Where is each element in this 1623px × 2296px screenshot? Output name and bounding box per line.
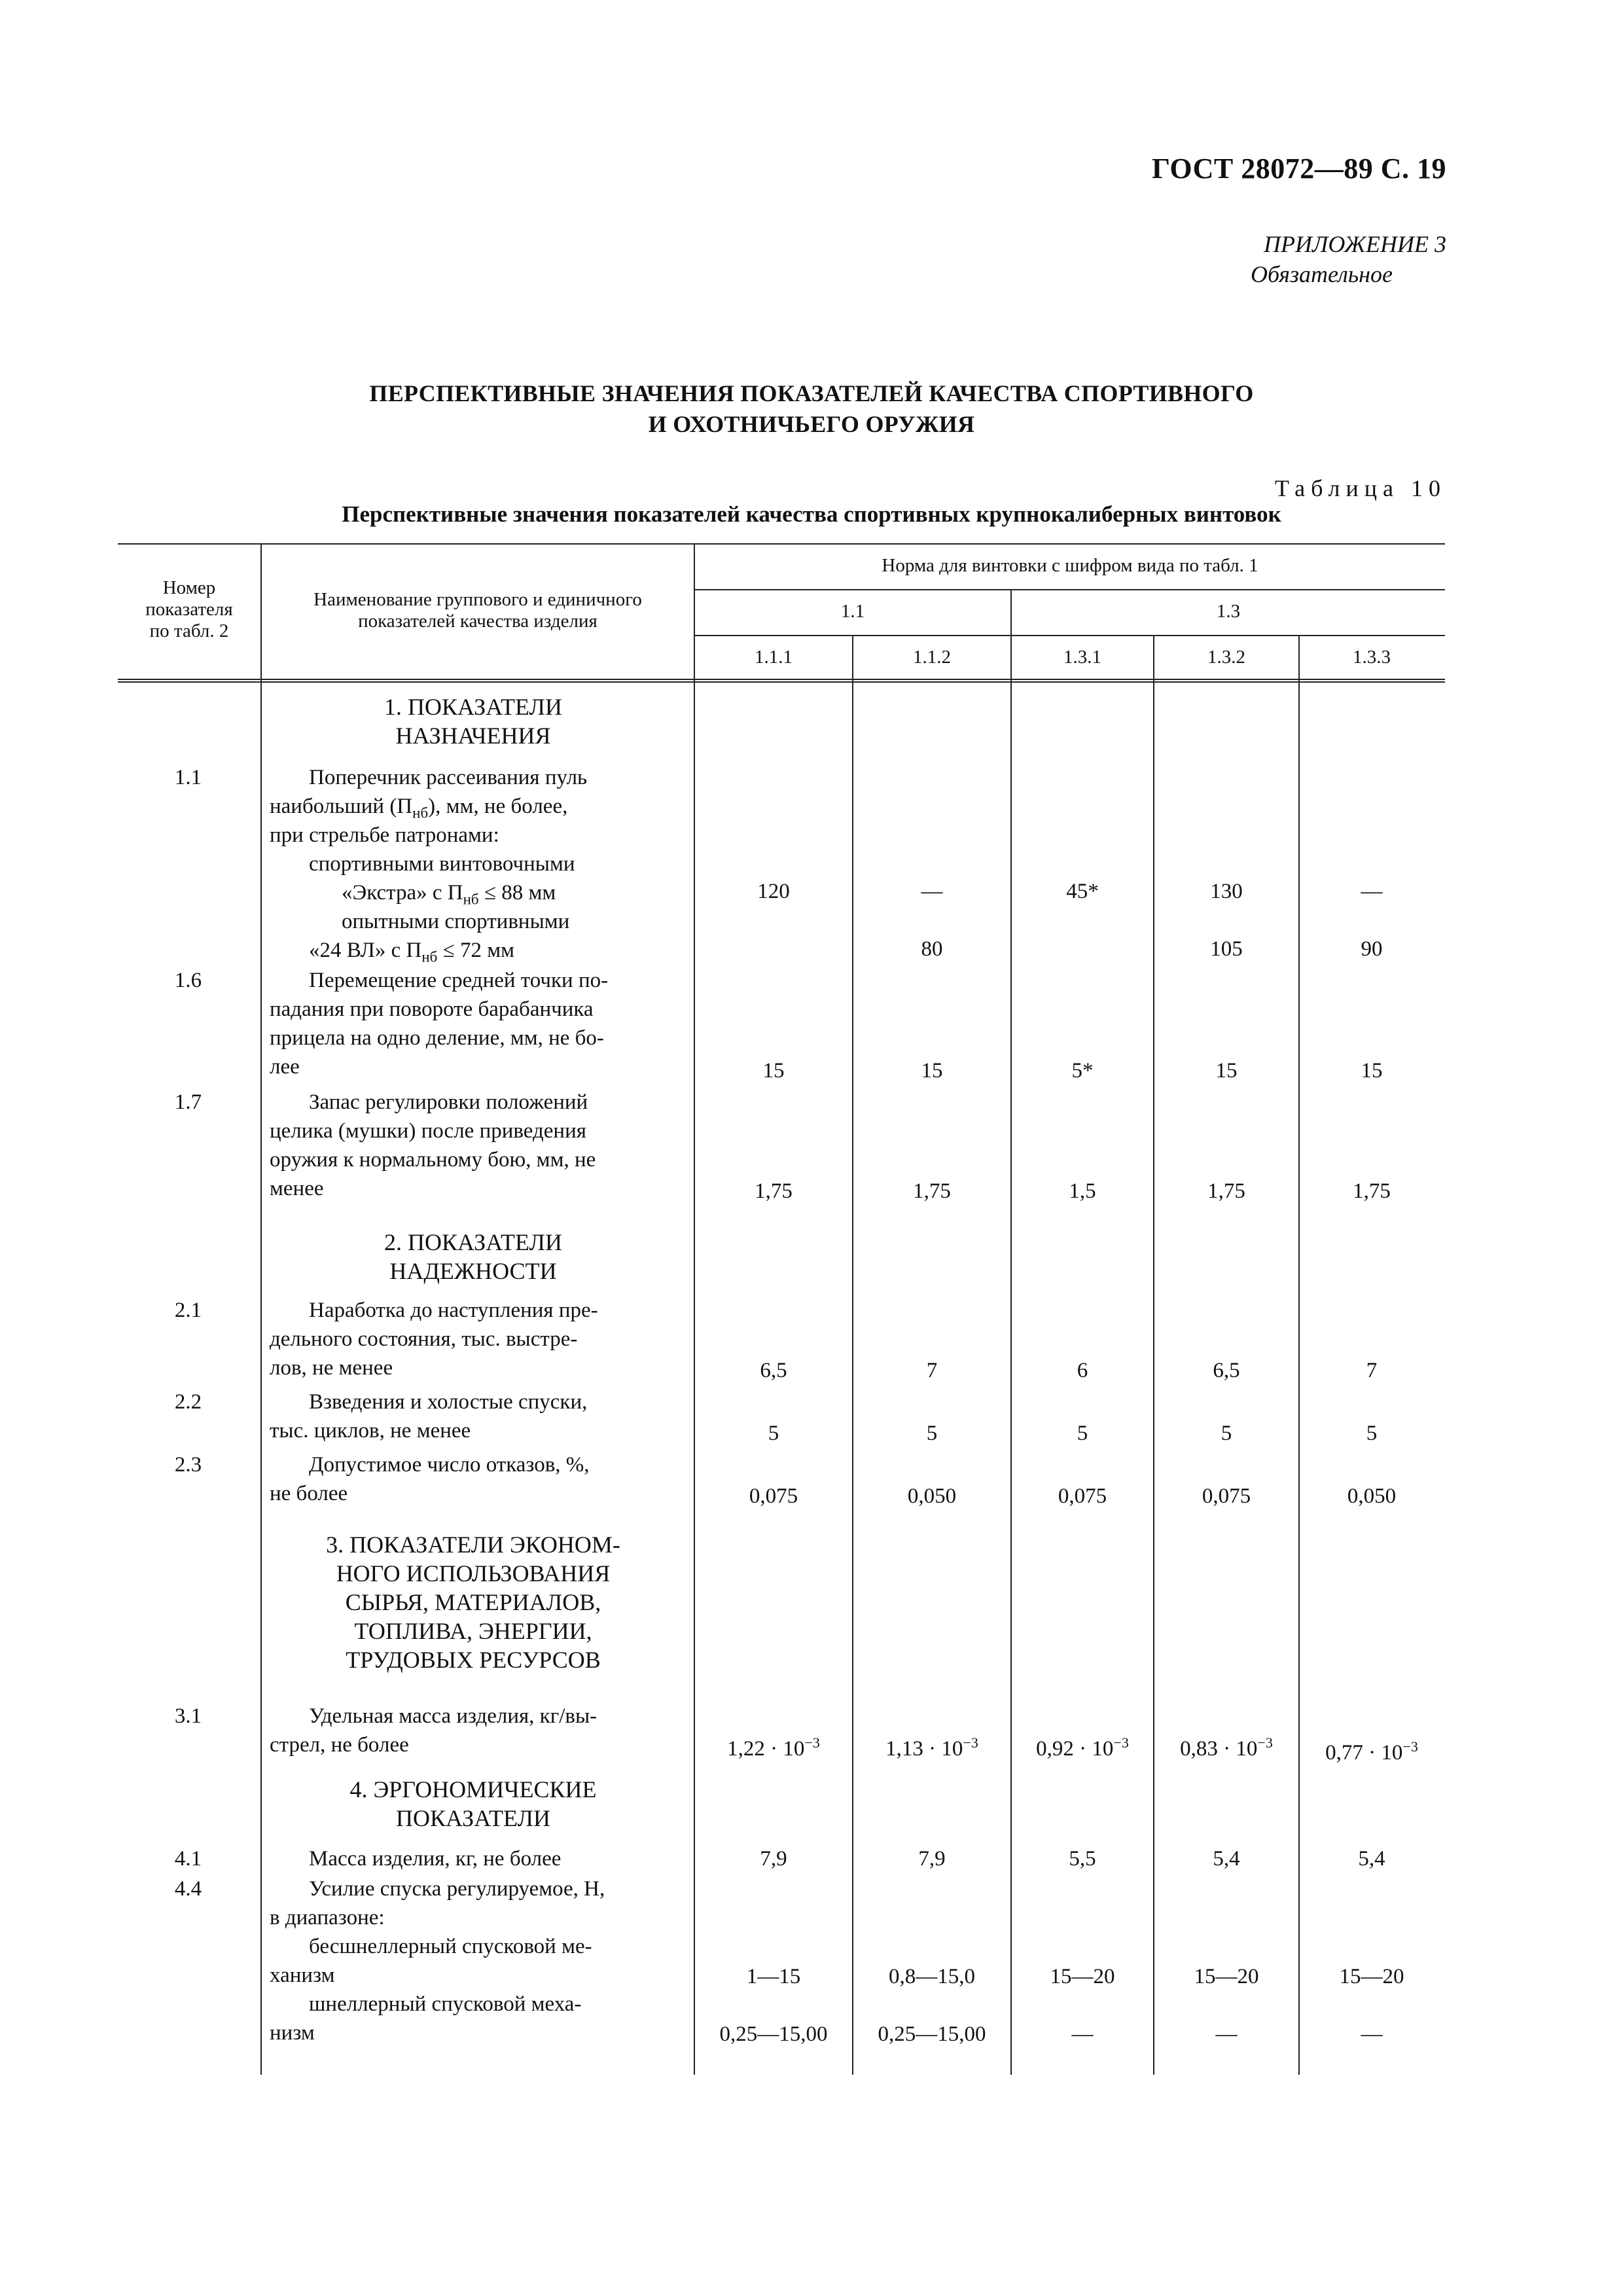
- header-code-1-3-3: 1.3.3: [1353, 647, 1391, 668]
- row-1-7-value-1-3-1: 1,5: [1069, 1179, 1096, 1203]
- row-3-1-value-1-1-2-exp: −3: [963, 1734, 978, 1751]
- row-1-1a-subscript: нб: [463, 891, 479, 908]
- row-2-3-value-1-3-1: 0,075: [1058, 1484, 1107, 1508]
- row-1-1-name-text-a: наибольший (П: [270, 795, 413, 818]
- document-title-line-2: И ОХОТНИЧЬЕГО ОРУЖИЯ: [648, 411, 975, 437]
- row-4-1-value-1-3-3: 5,4: [1358, 1847, 1385, 1871]
- row-4-4b-name-line-1: шнеллерный спусковой меха-: [309, 1992, 582, 2016]
- section-3-line-3: СЫРЬЯ, МАТЕРИАЛОВ,: [345, 1589, 601, 1615]
- row-1-1-name-line-3: при стрельбе патронами:: [270, 823, 499, 847]
- row-2-1-value-1-3-3: 7: [1366, 1359, 1378, 1382]
- header-number-column: [118, 577, 260, 642]
- header-number-line-3: по табл. 2: [149, 620, 229, 641]
- row-3-1-value-1-3-2-exp: −3: [1257, 1734, 1273, 1751]
- row-3-1-value-1-3-3-exp: −3: [1402, 1738, 1418, 1755]
- table-caption: Перспективные значения показателей качества спортивных крупнокалиберных винтовок: [342, 501, 1281, 527]
- row-1-1a-value-1-1-1: 120: [757, 880, 790, 903]
- header-code-1-1-1: 1.1.1: [755, 647, 793, 668]
- row-2-1-number: 2.1: [174, 1299, 202, 1322]
- row-3-1-value-1-1-2: [853, 1734, 1010, 1761]
- row-4-4b-name-line-2: низм: [270, 2021, 315, 2045]
- row-2-1-value-1-1-1: 6,5: [760, 1359, 787, 1382]
- header-name-line-1: Наименование группового и единичного: [313, 589, 642, 610]
- row-4-4a-value-1-3-2: 15—20: [1194, 1965, 1259, 1988]
- row-3-1-value-1-3-3-base: 0,77 · 10: [1325, 1741, 1403, 1765]
- section-3-line-4: ТОПЛИВА, ЭНЕРГИИ,: [354, 1618, 592, 1644]
- row-1-6-name-line-1: Перемещение средней точки по-: [309, 969, 609, 992]
- row-2-1-name-line-3: лов, не менее: [270, 1356, 393, 1380]
- row-1-1b-text-a: «24 ВЛ» с П: [309, 939, 422, 962]
- row-1-7-name-line-2: целика (мушки) после приведения: [270, 1119, 586, 1143]
- row-2-1-value-1-3-1: 6: [1077, 1359, 1088, 1382]
- row-4-1-number: 4.1: [174, 1847, 202, 1871]
- row-1-1a-value-1-3-1: 45*: [1066, 880, 1099, 903]
- row-1-7-value-1-1-1: 1,75: [755, 1179, 793, 1203]
- row-1-7-name-line-1: Запас регулировки положений: [309, 1090, 588, 1114]
- row-4-1-value-1-3-2: 5,4: [1213, 1847, 1240, 1871]
- row-3-1-name-line-2: стрел, не более: [270, 1733, 409, 1757]
- row-4-4a-value-1-3-1: 15—20: [1050, 1965, 1115, 1988]
- row-2-1-value-1-1-2: 7: [926, 1359, 938, 1382]
- header-rule-groups: [695, 589, 1445, 590]
- row-1-1b-text-b: ≤ 72 мм: [437, 939, 515, 962]
- row-4-4a-value-1-1-2: 0,8—15,0: [889, 1965, 975, 1988]
- row-1-6-value-1-3-2: 15: [1215, 1059, 1238, 1083]
- row-4-4a-name-line-2: ханизм: [270, 1964, 335, 1987]
- row-4-1-name-line-1: Масса изделия, кг, не более: [309, 1847, 562, 1871]
- header-rule-codes: [695, 635, 1445, 636]
- section-3-line-2: НОГО ИСПОЛЬЗОВАНИЯ: [336, 1560, 611, 1587]
- row-1-1a-value-1-1-2: —: [921, 880, 943, 903]
- row-1-6-value-1-3-1: 5*: [1071, 1059, 1094, 1083]
- row-4-4b-value-1-3-1: —: [1071, 2022, 1094, 2046]
- row-1-7-value-1-3-3: 1,75: [1353, 1179, 1391, 1203]
- section-heading-2: [270, 1228, 677, 1285]
- section-1-line-1: 1. ПОКАЗАТЕЛИ: [384, 694, 562, 720]
- row-3-1-value-1-1-2-base: 1,13 · 10: [885, 1737, 963, 1761]
- row-2-2-value-1-3-2: 5: [1221, 1422, 1232, 1445]
- row-1-1b-value-1-1-2: 80: [921, 937, 943, 961]
- row-1-6-name-line-2: падания при повороте барабанчика: [270, 997, 594, 1021]
- section-heading-1: [270, 692, 677, 750]
- appendix-number: ПРИЛОЖЕНИЕ 3: [1264, 231, 1446, 257]
- row-3-1-value-1-3-2-base: 0,83 · 10: [1180, 1737, 1258, 1761]
- row-3-1-value-1-1-1-exp: −3: [804, 1734, 820, 1751]
- row-2-2-value-1-1-2: 5: [926, 1422, 938, 1445]
- row-1-6-number: 1.6: [174, 969, 202, 992]
- row-4-4a-value-1-1-1: 1—15: [746, 1965, 801, 1988]
- row-1-1b-name-line-1: опытными спортивными: [342, 910, 570, 933]
- table-top-border: [118, 543, 1445, 545]
- section-4-line-2: ПОКАЗАТЕЛИ: [396, 1805, 550, 1831]
- section-2-line-2: НАДЕЖНОСТИ: [389, 1258, 557, 1284]
- header-group-1-1: 1.1: [840, 601, 865, 622]
- header-norm: Норма для винтовки с шифром вида по табл. 1: [882, 555, 1258, 576]
- header-group-1-3: 1.3: [1216, 601, 1241, 622]
- row-2-2-number: 2.2: [174, 1390, 202, 1414]
- column-divider-1: [260, 543, 262, 2075]
- header-number-line-1: Номер: [162, 577, 216, 598]
- row-1-1a-text-a: «Экстра» с П: [342, 881, 463, 905]
- row-1-1a-value-1-3-3: —: [1361, 880, 1383, 903]
- row-3-1-value-1-1-1-base: 1,22 · 10: [727, 1737, 805, 1761]
- table-number: Таблица 10: [1275, 475, 1446, 501]
- section-heading-3: [270, 1530, 677, 1674]
- header-code-1-1-2: 1.1.2: [913, 647, 951, 668]
- row-4-4-name-line-2: в диапазоне:: [270, 1906, 385, 1929]
- row-2-2-name-line-1: Взведения и холостые спуски,: [309, 1390, 588, 1414]
- row-1-1-name-line-1: Поперечник рассеивания пуль: [309, 766, 588, 789]
- row-1-1-subscript: нб: [412, 804, 429, 821]
- row-1-6-name-line-3: прицела на одно деление, мм, не бо-: [270, 1026, 604, 1050]
- row-1-1a-value-1-3-2: 130: [1210, 880, 1243, 903]
- row-1-1-number: 1.1: [174, 766, 202, 789]
- row-2-3-value-1-3-3: 0,050: [1347, 1484, 1397, 1508]
- row-1-1b-value-1-3-2: 105: [1210, 937, 1243, 961]
- header-name-column: [262, 589, 694, 632]
- row-1-1b-value-1-3-3: 90: [1361, 937, 1383, 961]
- row-4-4a-value-1-3-3: 15—20: [1339, 1965, 1404, 1988]
- row-1-7-number: 1.7: [174, 1090, 202, 1114]
- row-4-1-value-1-3-1: 5,5: [1069, 1847, 1096, 1871]
- header-name-line-2: показателей качества изделия: [358, 611, 597, 632]
- row-2-1-name-line-1: Наработка до наступления пре-: [309, 1299, 598, 1322]
- header-code-1-3-1: 1.3.1: [1063, 647, 1101, 668]
- row-2-2-value-1-3-1: 5: [1077, 1422, 1088, 1445]
- row-1-6-name-line-4: лее: [270, 1055, 300, 1079]
- row-4-4-name-line-1: Усилие спуска регулируемое, Н,: [309, 1877, 605, 1901]
- row-4-4-number: 4.4: [174, 1877, 202, 1901]
- section-1-line-2: НАЗНАЧЕНИЯ: [395, 723, 551, 749]
- section-2-line-1: 2. ПОКАЗАТЕЛИ: [384, 1229, 562, 1255]
- row-1-6-value-1-3-3: 15: [1361, 1059, 1383, 1083]
- row-3-1-value-1-1-1: [695, 1734, 852, 1761]
- row-2-2-name-line-2: тыс. циклов, не менее: [270, 1419, 471, 1443]
- header-number-line-2: показателя: [145, 599, 233, 620]
- header-bottom-border: [118, 679, 1445, 680]
- column-divider-2: [694, 543, 695, 2075]
- row-1-6-value-1-1-2: 15: [921, 1059, 943, 1083]
- row-4-1-value-1-1-1: 7,9: [760, 1847, 787, 1871]
- row-4-4b-value-1-3-2: —: [1215, 2022, 1238, 2046]
- row-2-3-value-1-3-2: 0,075: [1202, 1484, 1251, 1508]
- row-1-7-name-line-3: оружия к нормальному бою, мм, не: [270, 1148, 596, 1172]
- row-1-1-name-text-b: ), мм, не более,: [428, 795, 568, 818]
- row-1-7-value-1-3-2: 1,75: [1207, 1179, 1245, 1203]
- row-1-6-value-1-1-1: 15: [762, 1059, 785, 1083]
- section-3-line-1: 3. ПОКАЗАТЕЛИ ЭКОНОМ-: [326, 1532, 620, 1558]
- row-2-3-number: 2.3: [174, 1453, 202, 1477]
- row-3-1-value-1-3-2: [1154, 1734, 1298, 1761]
- row-2-3-value-1-1-2: 0,050: [907, 1484, 957, 1508]
- section-heading-4: [270, 1775, 677, 1833]
- row-2-3-value-1-1-1: 0,075: [749, 1484, 798, 1508]
- row-2-3-name-line-2: не более: [270, 1482, 348, 1505]
- row-3-1-value-1-3-1-exp: −3: [1113, 1734, 1129, 1751]
- row-4-4b-value-1-3-3: —: [1361, 2022, 1383, 2046]
- section-4-line-1: 4. ЭРГОНОМИЧЕСКИЕ: [349, 1776, 597, 1803]
- appendix-status: Обязательное: [1251, 261, 1393, 287]
- header-code-1-3-2: 1.3.2: [1207, 647, 1245, 668]
- row-2-1-value-1-3-2: 6,5: [1213, 1359, 1240, 1382]
- row-4-1-value-1-1-2: 7,9: [918, 1847, 946, 1871]
- row-3-1-value-1-3-1: [1012, 1734, 1153, 1761]
- row-3-1-value-1-3-1-base: 0,92 · 10: [1036, 1737, 1114, 1761]
- row-4-4a-name-line-1: бесшнеллерный спусковой ме-: [309, 1935, 592, 1958]
- header-bottom-border-double: [118, 681, 1445, 683]
- row-4-4b-value-1-1-1: 0,25—15,00: [719, 2022, 828, 2046]
- page-header-gost: ГОСТ 28072—89 С. 19: [1151, 152, 1446, 185]
- section-3-line-5: ТРУДОВЫХ РЕСУРСОВ: [346, 1647, 601, 1673]
- row-1-7-name-line-4: менее: [270, 1177, 324, 1200]
- row-3-1-name-line-1: Удельная масса изделия, кг/вы-: [309, 1704, 597, 1728]
- row-1-1a-name-line-1: спортивными винтовочными: [309, 852, 575, 876]
- row-1-1a-text-b: ≤ 88 мм: [478, 881, 556, 905]
- row-4-4b-value-1-1-2: 0,25—15,00: [878, 2022, 986, 2046]
- row-2-2-value-1-3-3: 5: [1366, 1422, 1378, 1445]
- row-1-1b-subscript: нб: [421, 948, 438, 965]
- row-2-2-value-1-1-1: 5: [768, 1422, 779, 1445]
- row-3-1-number: 3.1: [174, 1704, 202, 1728]
- row-2-1-name-line-2: дельного состояния, тыс. выстре-: [270, 1327, 578, 1351]
- row-1-7-value-1-1-2: 1,75: [913, 1179, 951, 1203]
- document-title-line-1: ПЕРСПЕКТИВНЫЕ ЗНАЧЕНИЯ ПОКАЗАТЕЛЕЙ КАЧЕСТВА СПОРТИВНОГО: [369, 380, 1254, 406]
- row-3-1-value-1-3-3: [1300, 1738, 1444, 1765]
- row-2-3-name-line-1: Допустимое число отказов, %,: [309, 1453, 590, 1477]
